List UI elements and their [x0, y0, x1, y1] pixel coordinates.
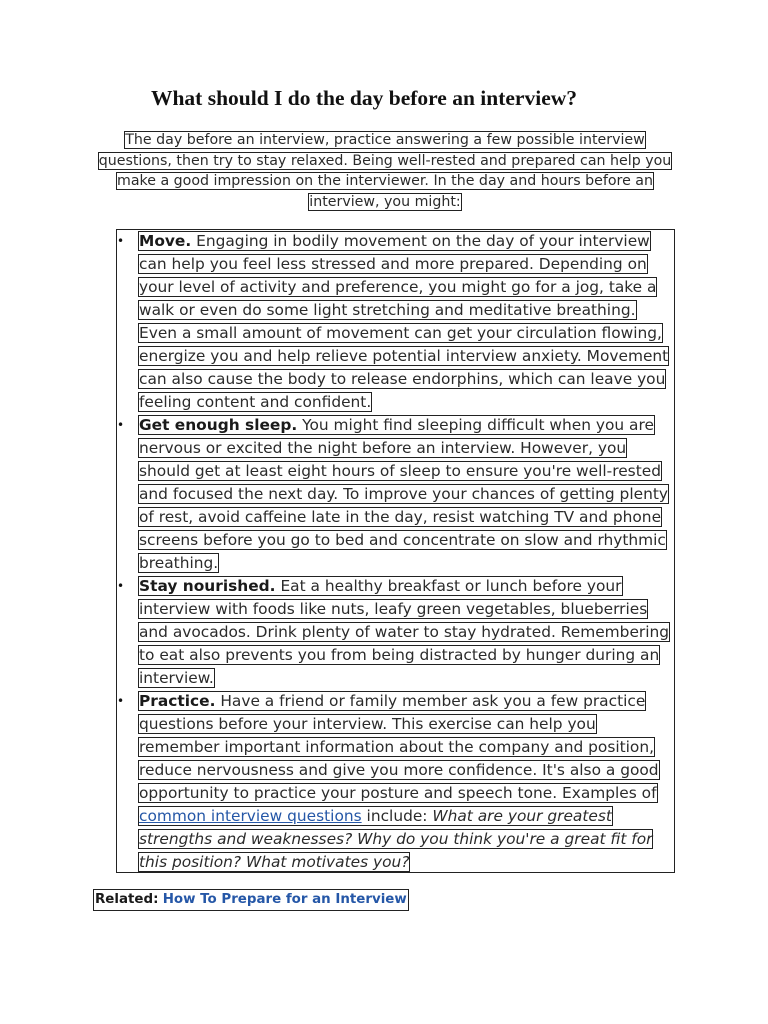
tip-heading: Practice. [139, 692, 216, 710]
tip-nourished [139, 577, 669, 687]
tip-heading: Move. [139, 232, 192, 250]
tip-text-after-link: include: [366, 807, 428, 825]
tip-text: Have a friend or family member ask you a few practice questions before your interview. This exercise can help you remember important information about the company and position, reduce nervousness and give you more confidence. It's also a good opportunity to practice your posture and speech tone. Examples of [139, 692, 659, 802]
list-item [117, 690, 675, 874]
tip-text: Eat a healthy breakfast or lunch before your interview with foods like nuts, leafy green vegetables, blueberries and avocados. Drink plenty of water to stay hydrated. Remembering to eat also prevents you from being distracted by hunger during an interview. [139, 577, 670, 687]
bullet-marker: • [117, 579, 125, 593]
tip-sleep [139, 416, 668, 572]
tip-practice [139, 692, 659, 871]
tip-text: Engaging in bodily movement on the day of your interview can help you feel less stressed and more prepared. Depending on your level of activity and preference, you might go for a jog, take a walk or even do some light stretching and meditative breathing. Even a small amount of movement can get your circulation flowing, energize you and help relieve potential interview anxiety. Movement can also cause the body to release endorphins, which can leave you feeling content and confident. [139, 232, 669, 411]
intro-paragraph [92, 130, 678, 213]
tip-heading: Get enough sleep. [139, 416, 298, 434]
bullet-marker: • [117, 234, 125, 248]
list-item [117, 414, 675, 575]
bullet-marker: • [117, 418, 125, 432]
related-label: Related: [95, 892, 159, 907]
tip-move [139, 232, 668, 411]
tip-heading: Stay nourished. [139, 577, 276, 595]
related-link[interactable]: How To Prepare for an Interview [162, 892, 407, 907]
list-item [117, 575, 675, 690]
page-title: What should I do the day before an interview? [150, 86, 578, 110]
tip-text: You might find sleeping difficult when you are nervous or excited the night before an interview. However, you should get at least eight hours of sleep to ensure you're well-rested and focused the next day. To improve your chances of getting plenty of rest, avoid caffeine late in the day, resist watching TV and phone screens before you go to bed and concentrate on slow and rhythmic breathing. [139, 416, 668, 572]
list-item [117, 230, 675, 414]
intro-text: The day before an interview, practice answering a few possible interview questions, then try to stay relaxed. Being well-rested and prepared can help you make a good impression on the interviewer. In the day and hours before an interview, you might: [98, 132, 672, 211]
related-box [93, 889, 409, 911]
common-questions-link[interactable]: common interview questions [139, 807, 362, 825]
tips-list [117, 230, 675, 874]
example-questions: What are your greatest strengths and weaknesses? Why do you think you're a great fit for this position? What motivates you? [139, 807, 653, 871]
bullet-marker: • [117, 694, 125, 708]
